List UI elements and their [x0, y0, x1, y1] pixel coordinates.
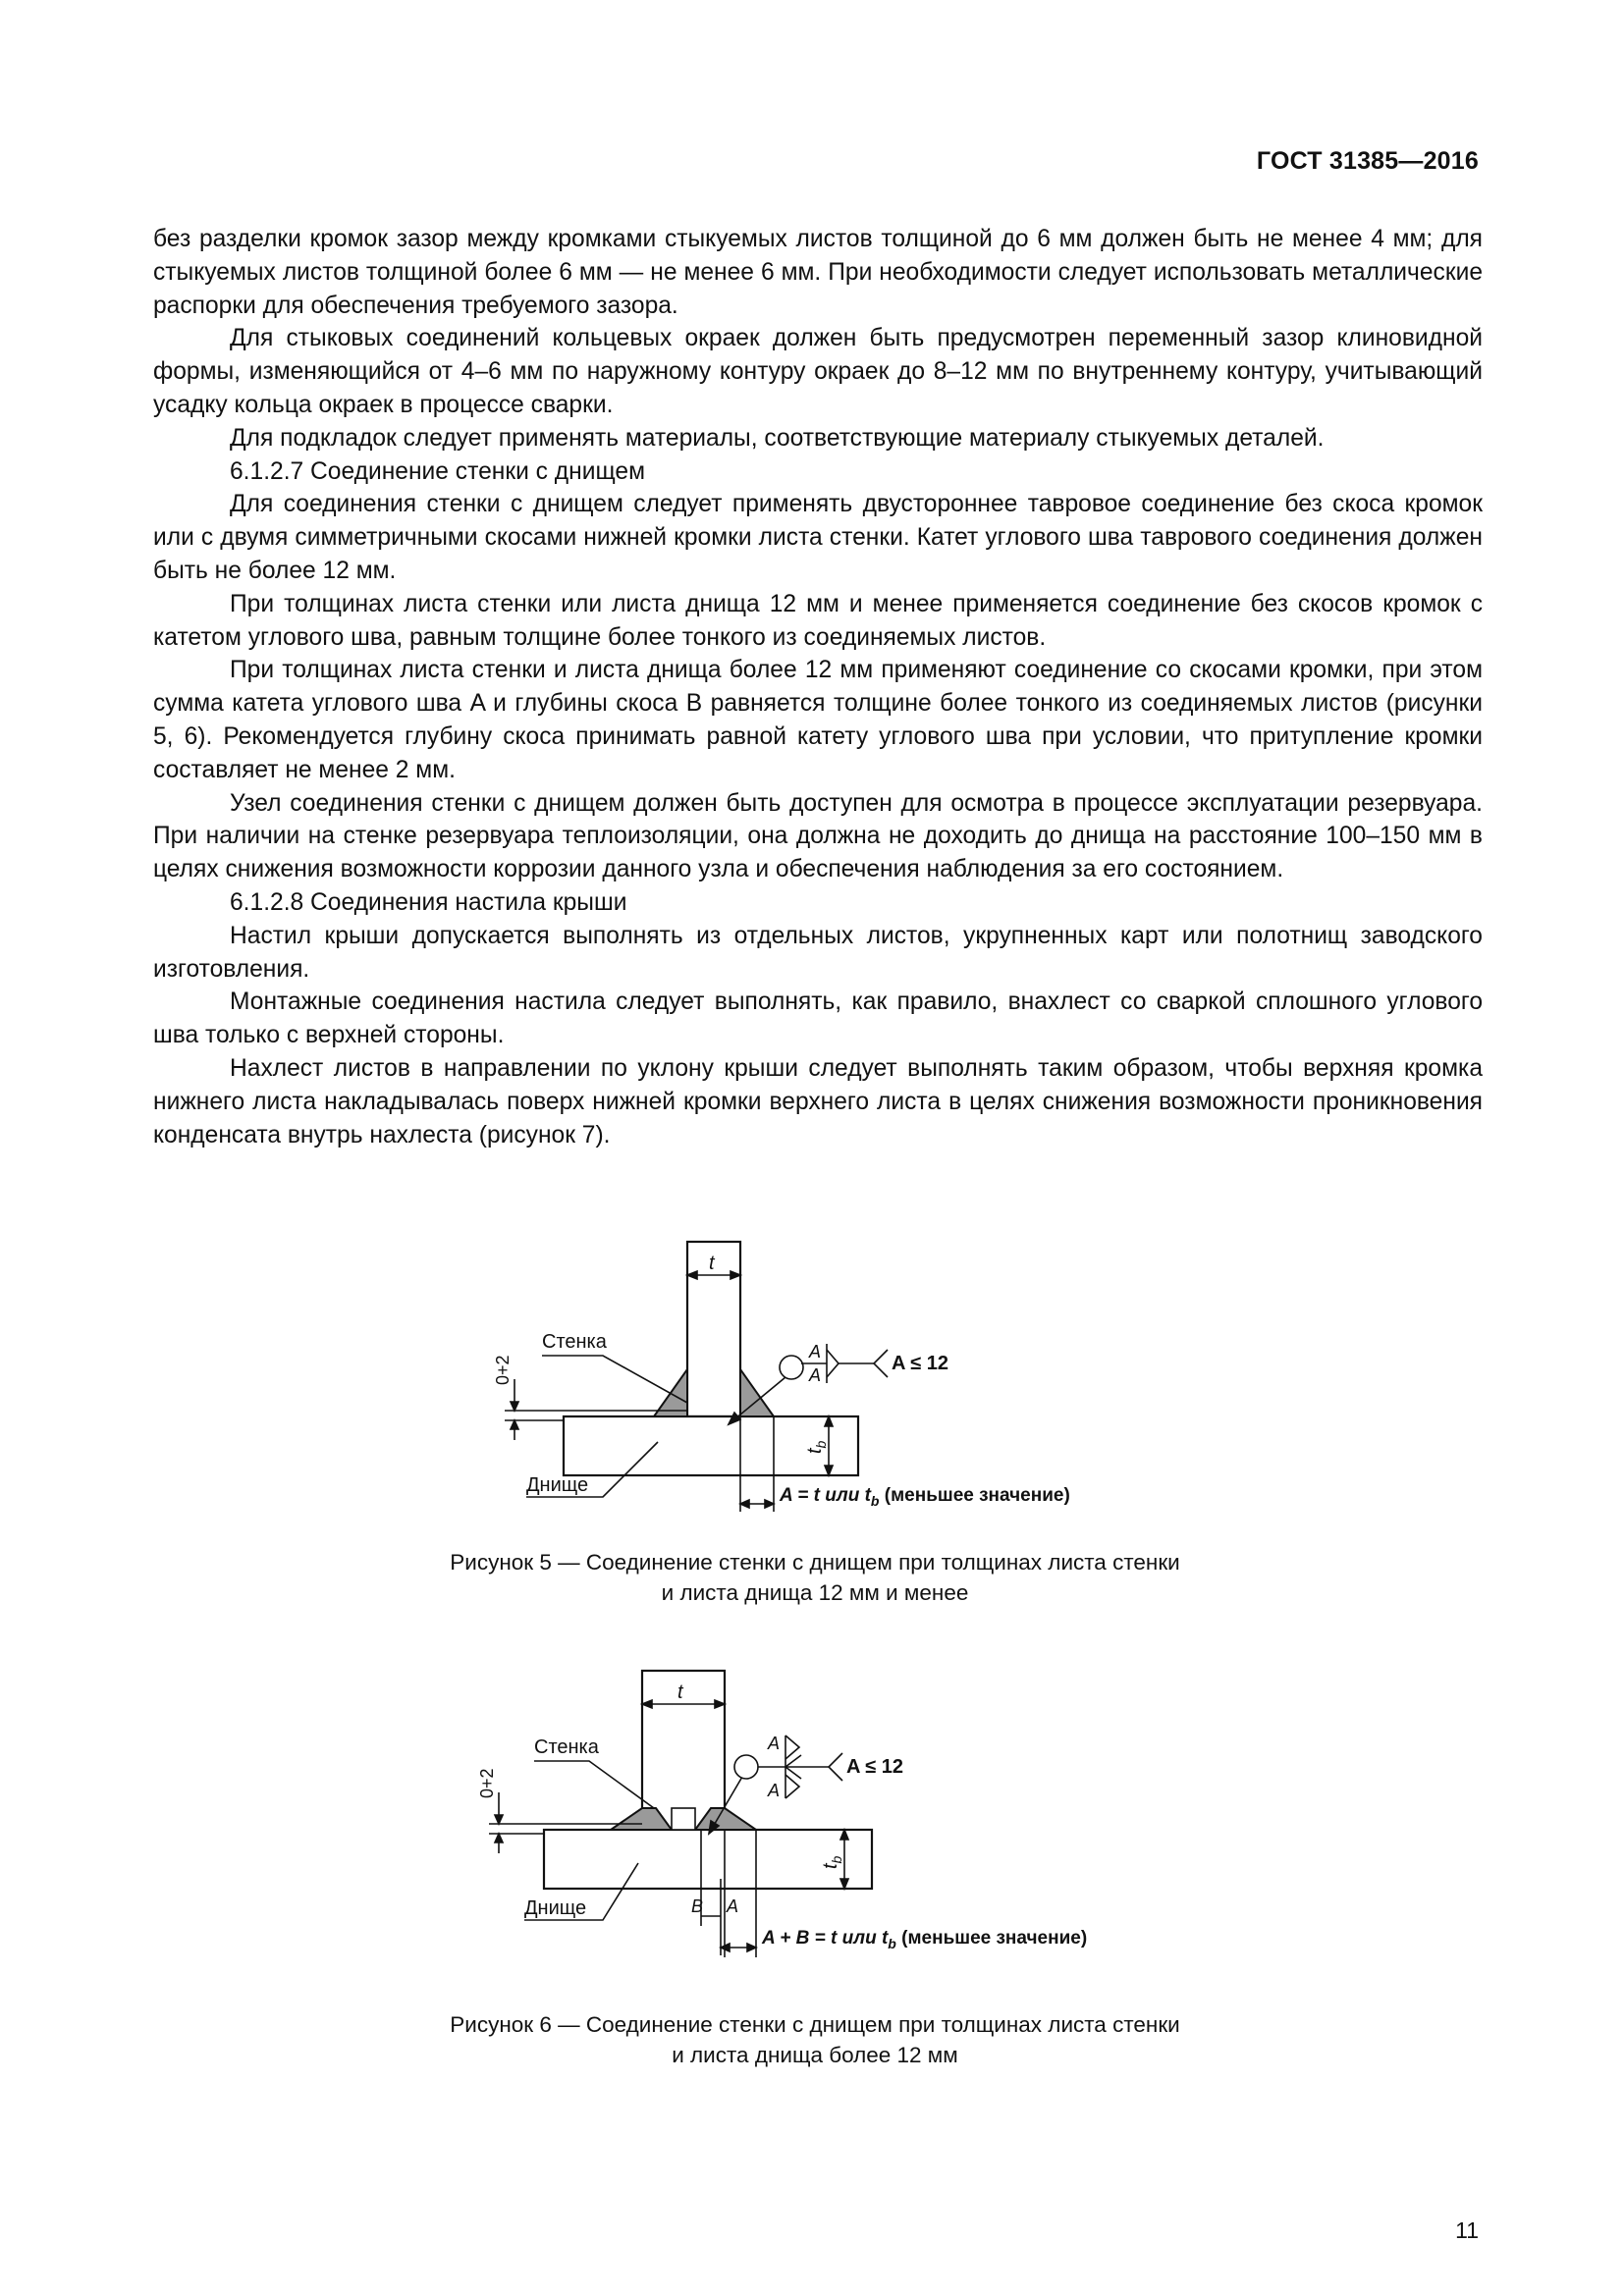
paragraph: Монтажные соединения настила следует выполнять, как правило, внахлест со сваркой сплошного углового шва только с верхней стороны.: [153, 988, 1483, 1049]
dim-t: t: [677, 1682, 683, 1703]
paragraph: без разделки кромок зазор между кромками стыкуемых листов толщиной до 6 мм должен быть не менее 4 мм; для стыкуемых листов толщиной более 6 мм — не менее 6 мм. При необходимости следует использовать металлические распорки для обеспечения требуемого зазора.: [153, 226, 1483, 319]
weld-a-bottom: A: [809, 1365, 822, 1385]
dim-b: B: [691, 1896, 704, 1916]
dim-a: A: [727, 1896, 739, 1916]
caption-line: и листа днища более 12 мм: [672, 2043, 958, 2067]
dim-tb: $t_b$: [804, 1440, 829, 1454]
dim-gap: 0+2: [493, 1355, 513, 1385]
weld-limit: A ≤ 12: [892, 1353, 949, 1374]
bottom-plate: [544, 1830, 872, 1889]
label-wall: Стенка: [534, 1736, 599, 1758]
weld-a-bottom: A: [768, 1781, 781, 1800]
caption-line: и листа днища 12 мм и менее: [661, 1580, 969, 1605]
dim-tb: $t_b$: [820, 1855, 844, 1869]
paragraph: Настил крыши допускается выполнять из отдельных листов, укрупненных карт или полотнищ заводского изготовления.: [153, 922, 1483, 983]
paragraph: При толщинах листа стенки или листа днища 12 мм и менее применяется соединение без скосов кромок с катетом углового шва, равным толщине более тонкого из соединяемых листов.: [153, 590, 1483, 651]
figure-6-caption: [295, 2009, 1335, 2070]
weld-limit: A ≤ 12: [846, 1756, 904, 1778]
paragraph: Для стыковых соединений кольцевых окраек должен быть предусмотрен переменный зазор клиновидной формы, изменяющийся от 4–6 мм по наружному контуру окраек до 8–12 мм по внутреннему контуру, учитывающий усадку кольца окраек в процессе сварки.: [153, 325, 1483, 418]
dim-t: t: [709, 1253, 715, 1274]
note-relation: A = t или $t_b$ (меньшее значение): [780, 1485, 1070, 1509]
paragraph: Узел соединения стенки с днищем должен быть доступен для осмотра в процессе эксплуатации резервуара. При наличии на стенке резервуара теплоизоляции, она должна не доходить до днища на расстояние 100–150 мм в целях снижения возможности коррозии данного узла и обеспечения наблюдения за его состоянием.: [153, 789, 1483, 883]
dim-gap: 0+2: [477, 1768, 497, 1798]
label-wall: Стенка: [542, 1331, 607, 1353]
paragraph: При толщинах листа стенки и листа днища более 12 мм применяют соединение со скосами кромки, при этом сумма катета углового шва A и глубины скоса B равняется толщине более тонкого из соединяемых листов (рисунки 5, 6). Рекомендуется глубину скоса принимать равной катету углового шва при условии, что притупление кромки составляет не менее 2 мм.: [153, 657, 1483, 783]
figure-5-caption: [295, 1547, 1335, 1608]
weld-a-top: A: [768, 1734, 781, 1753]
document-header: ГОСТ 31385—2016: [1256, 147, 1479, 175]
paragraph: Для соединения стенки с днищем следует применять двустороннее тавровое соединение без скоса кромок или с двумя симметричными скосами нижней кромки листа стенки. Катет углового шва таврового соединения должен быть не более 12 мм.: [153, 491, 1483, 584]
weld-fillet-right: [740, 1369, 774, 1416]
paragraph: Нахлест листов в направлении по уклону крыши следует выполнять таким образом, чтобы верхняя кромка нижнего листа накладывалась поверх нижней кромки верхнего листа в целях снижения возможности проникновения конденсата внутрь нахлеста (рисунок 7).: [153, 1054, 1483, 1148]
figure-6: [477, 1661, 1168, 1985]
label-bottom: Днище: [524, 1897, 587, 1919]
caption-line: Рисунок 6 — Соединение стенки с днищем при толщинах листа стенки: [450, 2012, 1180, 2037]
caption-line: Рисунок 5 — Соединение стенки с днищем при толщинах листа стенки: [450, 1550, 1180, 1575]
figure-5: [461, 1232, 1070, 1517]
paragraph: Для подкладок следует применять материалы, соответствующие материалу стыкуемых деталей.: [230, 424, 1325, 452]
weld-a-top: A: [809, 1342, 822, 1362]
section-heading: 6.1.2.7 Соединение стенки с днищем: [230, 457, 646, 485]
label-bottom: Днище: [526, 1474, 589, 1496]
section-heading: 6.1.2.8 Соединения настила крыши: [230, 888, 627, 916]
page-number: 11: [1455, 2217, 1479, 2243]
note-relation: A + B = t или $t_b$ (меньшее значение): [762, 1928, 1088, 1951]
body-text: [153, 223, 1483, 1151]
